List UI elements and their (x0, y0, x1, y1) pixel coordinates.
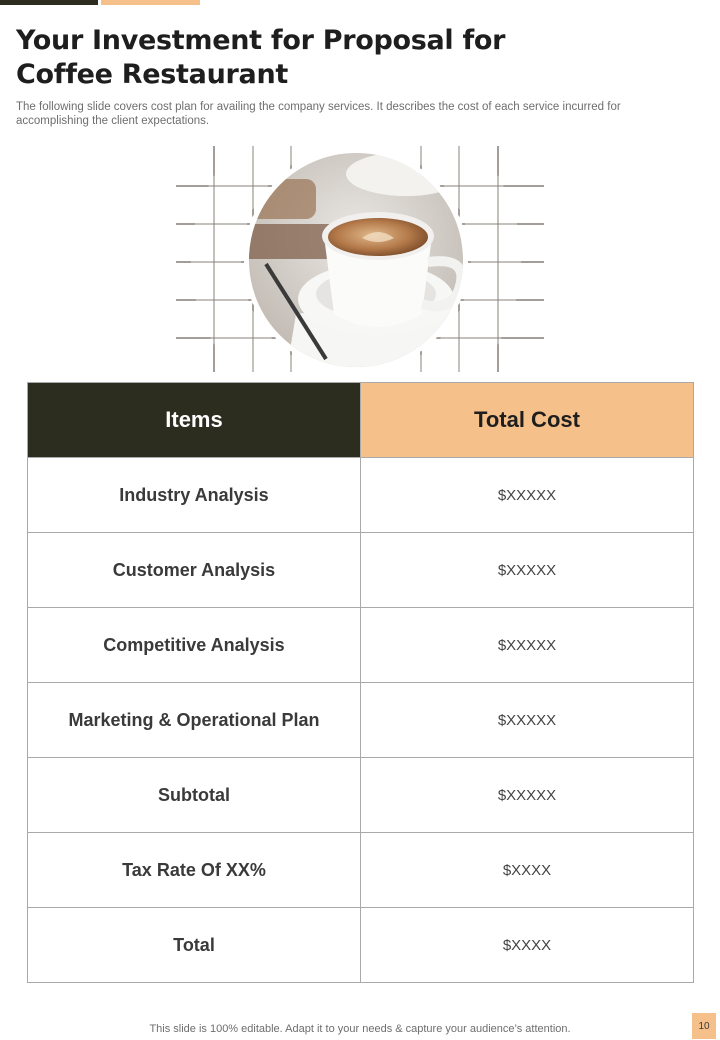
cost-cell: $XXXXX (361, 608, 694, 683)
page-subtitle: The following slide covers cost plan for availing the company services. It describes the cost of each service incurred for accomplishing the client expectations. (16, 101, 621, 127)
top-accent-bar-dark (0, 0, 98, 5)
coffee-cup-illustration (176, 144, 544, 374)
investment-cost-table (27, 382, 694, 983)
table-header-row (28, 383, 694, 458)
page-title: Your Investment for Proposal for Coffee Restaurant (16, 25, 506, 90)
table-row (28, 533, 694, 608)
table-row (28, 833, 694, 908)
item-cell: Marketing & Operational Plan (28, 683, 361, 758)
cost-cell: $XXXXX (361, 683, 694, 758)
items-column-header: Items (28, 383, 361, 458)
total-cost-column-header: Total Cost (361, 383, 694, 458)
cost-cell: $XXXX (361, 908, 694, 983)
footer-note: This slide is 100% editable. Adapt it to your needs & capture your audience’s attention. (149, 1023, 571, 1035)
page-number-badge: 10 (692, 1013, 716, 1039)
item-cell: Industry Analysis (28, 458, 361, 533)
cost-cell: $XXXX (361, 833, 694, 908)
table-row (28, 683, 694, 758)
cost-cell: $XXXXX (361, 533, 694, 608)
item-cell: Subtotal (28, 758, 361, 833)
item-cell: Customer Analysis (28, 533, 361, 608)
cost-cell: $XXXXX (361, 758, 694, 833)
item-cell: Competitive Analysis (28, 608, 361, 683)
coffee-hero-image (176, 144, 544, 374)
item-cell: Total (28, 908, 361, 983)
top-accent-bar-peach (101, 0, 200, 5)
item-cell: Tax Rate Of XX% (28, 833, 361, 908)
table-row (28, 758, 694, 833)
table-row (28, 458, 694, 533)
cost-cell: $XXXXX (361, 458, 694, 533)
table-row (28, 908, 694, 983)
table-row (28, 608, 694, 683)
